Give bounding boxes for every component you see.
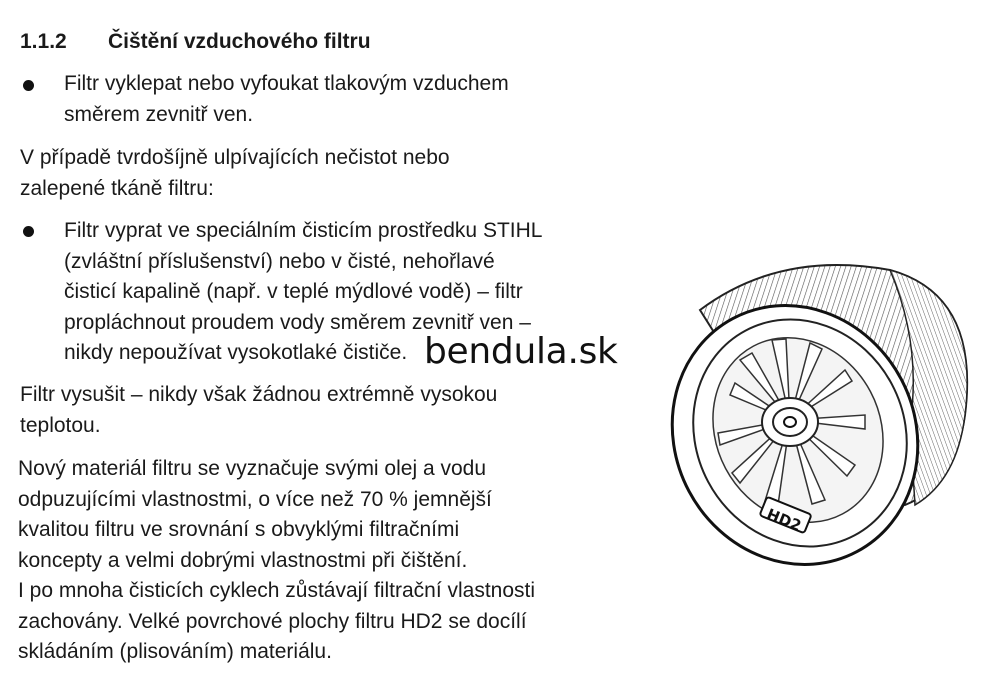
text-line: Filtr vyprat ve speciálním čisticím prostředku STIHL xyxy=(64,219,543,242)
text-line: nikdy nepoužívat vysokotlaké čističe. xyxy=(64,341,408,364)
text-line: Nový materiál filtru se vyznačuje svými olej a vodu xyxy=(18,457,487,480)
text-line: čisticí kapalině (např. v teplé mýdlové vodě) – filtr xyxy=(64,280,523,303)
air-filter-illustration xyxy=(660,255,980,585)
paragraph-dry xyxy=(20,380,497,441)
text-line: kvalitou filtru ve srovnání s obvyklými filtračními xyxy=(18,518,460,541)
text-line: skládáním (plisováním) materiálu. xyxy=(18,640,332,663)
paragraph-material xyxy=(18,454,535,668)
bullet-dot xyxy=(23,226,34,237)
filter-label: HD2 xyxy=(764,505,804,535)
paragraph-stubborn-dirt xyxy=(20,143,450,204)
text-line: (zvláštní příslušenství) nebo v čisté, nehořlavé xyxy=(64,249,495,273)
text-line: koncepty a velmi dobrými vlastnostmi při čištění. xyxy=(18,548,468,572)
watermark: bendula.sk xyxy=(424,331,618,372)
bullet-item-blow-out xyxy=(64,69,509,130)
text-line: zalepené tkáně filtru: xyxy=(20,176,214,200)
section-heading xyxy=(20,30,371,54)
text-line: směrem zevnitř ven. xyxy=(64,102,254,126)
bullet-dot xyxy=(23,80,34,91)
text-line: Filtr vyklepat nebo vyfoukat tlakovým vzduchem xyxy=(64,72,509,95)
text-line: Filtr vysušit – nikdy však žádnou extrémně vysokou xyxy=(20,383,498,406)
text-line: I po mnoha čisticích cyklech zůstávají filtrační vlastnosti xyxy=(18,579,536,602)
section-title: Čištění vzduchového filtru xyxy=(108,30,371,53)
text-line: V případě tvrdošíjně ulpívajících nečistot nebo xyxy=(20,146,450,169)
section-number: 1.1.2 xyxy=(20,30,67,53)
text-line: zachovány. Velké povrchové plochy filtru HD2 se docílí xyxy=(18,609,527,633)
text-line: teplotou. xyxy=(20,413,101,437)
text-line: propláchnout proudem vody směrem zevnitř ven – xyxy=(64,310,531,334)
text-line: odpuzujícími vlastnostmi, o více než 70 % jemnější xyxy=(18,487,492,511)
